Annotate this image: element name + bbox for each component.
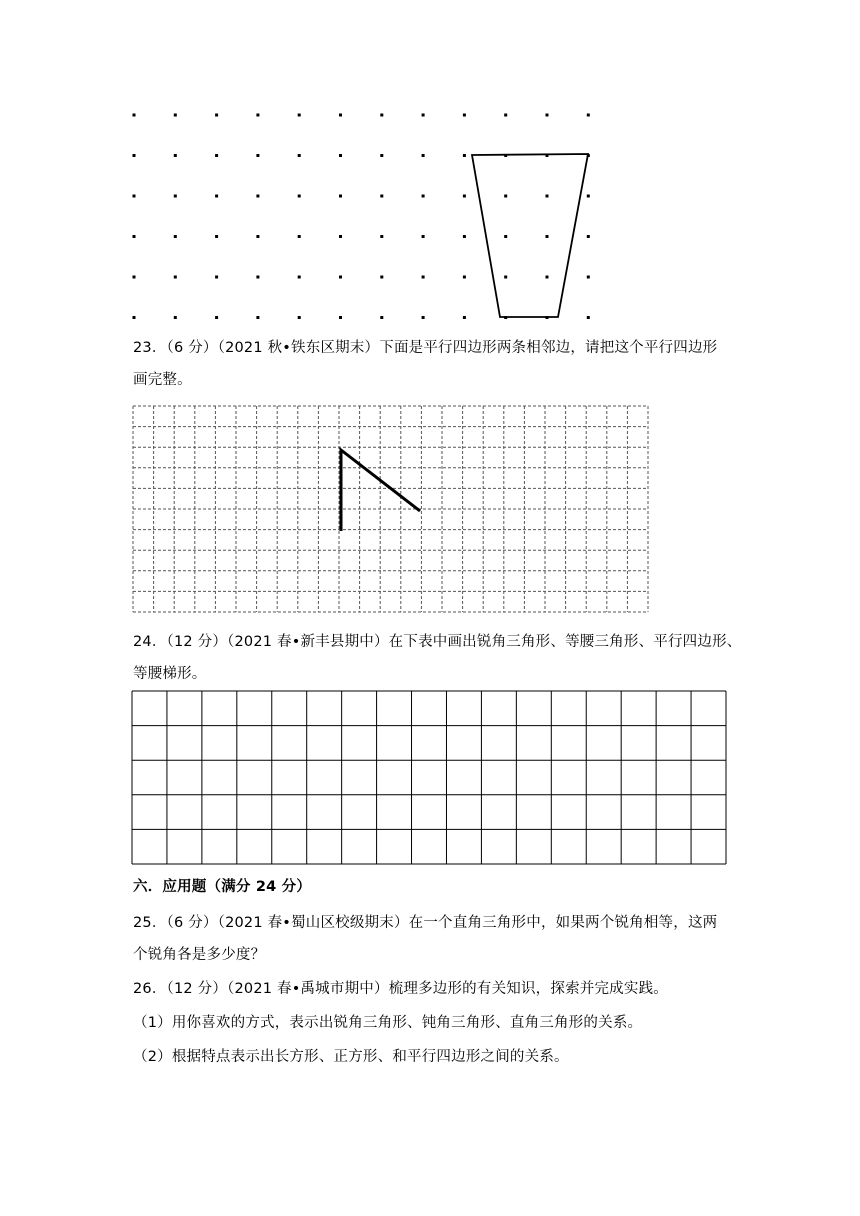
grid-dot xyxy=(339,276,342,279)
grid-dot xyxy=(422,114,425,117)
grid-dot xyxy=(380,316,383,319)
trapezoid-shape xyxy=(472,154,588,317)
q26-text-line1: 26．（12 分）（2021 春•禹城市期中）梳理多边形的有关知识，探索并完成实践。 xyxy=(133,981,668,997)
grid-dot xyxy=(298,154,301,157)
grid-dot xyxy=(546,276,549,279)
grid-dot xyxy=(215,316,218,319)
q25-text-line1: 25．（6 分）（2021 春•蜀山区校级期末）在一个直角三角形中，如果两个锐角相等，这两 xyxy=(133,915,718,931)
grid-dot xyxy=(133,235,136,238)
grid-dot xyxy=(133,154,136,157)
parallelogram-sides xyxy=(341,450,420,531)
grid-dot xyxy=(133,114,136,117)
q24-text-line1: 24．（12 分）（2021 春•新丰县期中）在下表中画出锐角三角形、等腰三角形、平行四边形、 xyxy=(133,634,742,650)
grid-dot xyxy=(546,235,549,238)
grid-dot xyxy=(215,235,218,238)
grid-dot xyxy=(587,316,590,319)
grid-dot xyxy=(298,235,301,238)
q23-text-line1: 23．（6 分）（2021 秋•铁东区期末）下面是平行四边形两条相邻边，请把这个平行四边形 xyxy=(133,340,718,356)
grid-dot xyxy=(504,276,507,279)
grid-dot xyxy=(174,154,177,157)
grid-dot xyxy=(133,316,136,319)
grid-dot xyxy=(298,316,301,319)
grid-dot xyxy=(298,276,301,279)
grid-dot xyxy=(339,114,342,117)
q25-text-line2: 个锐角各是多少度？ xyxy=(133,947,266,963)
grid-dot xyxy=(380,114,383,117)
grid-dot xyxy=(256,195,259,198)
grid-dot xyxy=(587,235,590,238)
grid-dot xyxy=(504,235,507,238)
grid-dot xyxy=(380,195,383,198)
grid-dot xyxy=(422,316,425,319)
grid-dot xyxy=(174,114,177,117)
grid-dot xyxy=(504,114,507,117)
dashed-grid xyxy=(133,406,648,612)
grid-dot xyxy=(256,276,259,279)
grid-dot xyxy=(215,195,218,198)
grid-dot xyxy=(504,195,507,198)
grid-dot xyxy=(422,235,425,238)
grid-dot xyxy=(380,276,383,279)
grid-dot xyxy=(463,235,466,238)
q23-text-line2: 画完整。 xyxy=(133,372,192,388)
grid-dot xyxy=(174,276,177,279)
grid-dot xyxy=(174,235,177,238)
grid-dot xyxy=(339,316,342,319)
grid-dot xyxy=(463,154,466,157)
grid-dot xyxy=(587,114,590,117)
grid-dot xyxy=(256,316,259,319)
drawing-table-grid xyxy=(132,691,726,864)
section-6-title: 六．应用题（满分 24 分） xyxy=(133,879,312,895)
grid-dot xyxy=(463,276,466,279)
grid-dot xyxy=(256,114,259,117)
grid-dot xyxy=(587,276,590,279)
grid-dot xyxy=(133,276,136,279)
dot-grid xyxy=(133,114,590,320)
grid-dot xyxy=(215,154,218,157)
grid-dot xyxy=(339,154,342,157)
grid-dot xyxy=(339,195,342,198)
grid-dot xyxy=(546,114,549,117)
grid-dot xyxy=(298,114,301,117)
grid-dot xyxy=(587,195,590,198)
grid-dot xyxy=(133,195,136,198)
grid-dot xyxy=(380,154,383,157)
grid-dot xyxy=(174,316,177,319)
grid-dot xyxy=(215,114,218,117)
grid-dot xyxy=(546,195,549,198)
grid-dot xyxy=(380,235,383,238)
grid-dot xyxy=(215,276,218,279)
grid-dot xyxy=(298,195,301,198)
grid-dot xyxy=(256,235,259,238)
grid-dot xyxy=(339,235,342,238)
dot-grid-figure xyxy=(0,0,860,330)
q26-subquestion-1: （1）用你喜欢的方式，表示出锐角三角形、钝角三角形、直角三角形的关系。 xyxy=(133,1015,643,1031)
grid-dot xyxy=(422,195,425,198)
grid-dot xyxy=(422,276,425,279)
grid-dot xyxy=(422,154,425,157)
grid-dot xyxy=(463,114,466,117)
grid-dot xyxy=(463,316,466,319)
q26-subquestion-2: （2）根据特点表示出长方形、正方形、和平行四边形之间的关系。 xyxy=(133,1049,569,1065)
grid-dot xyxy=(174,195,177,198)
grid-dot xyxy=(256,154,259,157)
grid-dot xyxy=(463,195,466,198)
q24-text-line2: 等腰梯形。 xyxy=(133,666,207,682)
